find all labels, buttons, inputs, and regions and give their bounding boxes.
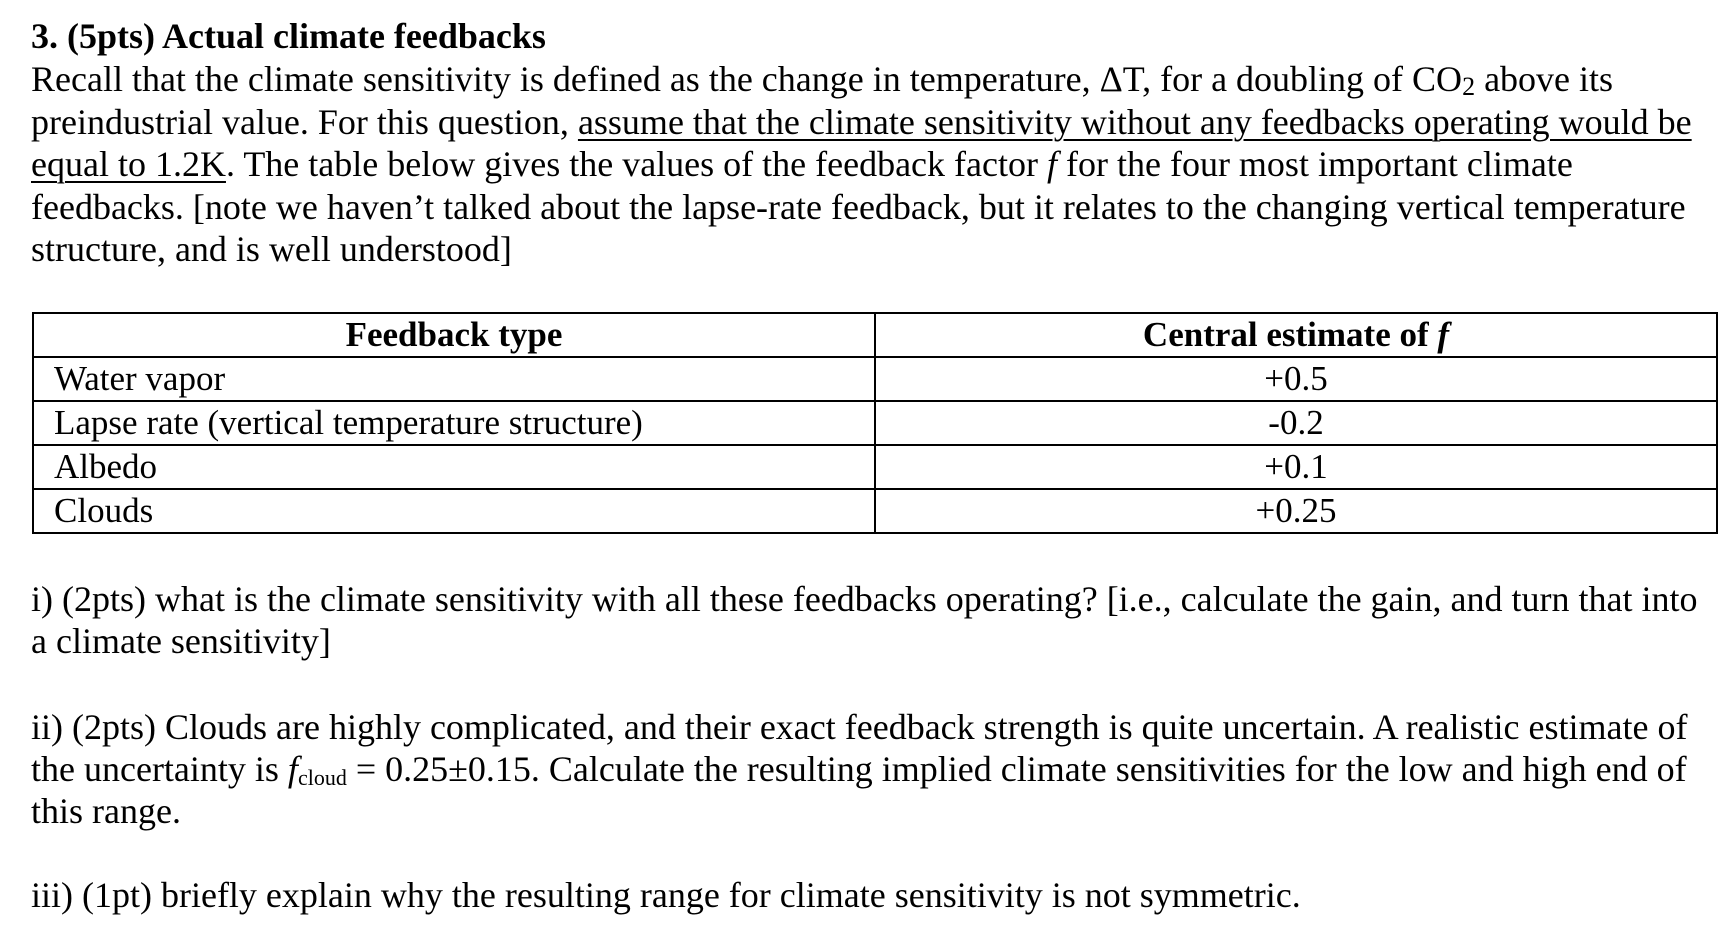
feedback-type-cell: Clouds [33, 489, 875, 533]
intro-text-3: . The table below gives the values of the feedback factor [225, 144, 1047, 184]
table-row [33, 445, 1717, 489]
co2-subscript: 2 [1462, 72, 1476, 101]
problem-heading: 3. (5pts) Actual climate feedbacks [31, 16, 546, 56]
header-feedback-type: Feedback type [33, 313, 875, 357]
underlined-assumption: assume that the climate sensitivity without any feedbacks operating would be equal to 1.2K [31, 101, 1692, 184]
table-row [33, 489, 1717, 533]
intro-text-1: Recall that the climate sensitivity is defined as the change in temperature, ΔT, for a doubling of CO [31, 59, 1463, 99]
f-cloud-symbol: f [287, 749, 298, 789]
table-row [33, 401, 1717, 445]
intro-text-4: for the four most important climate feedbacks. [note we haven’t talked about the lapse-rate feedback, but it relates to the changing vertical temperature structure, and is well understood] [31, 144, 1686, 269]
feedback-table [32, 312, 1718, 534]
feedback-value-cell: -0.2 [875, 401, 1717, 445]
feedback-factor-symbol: f [1046, 144, 1057, 184]
question-iii: iii) (1pt) briefly explain why the resulting range for climate sensitivity is not symmetric. [31, 875, 1301, 915]
question-ii [31, 706, 1721, 832]
problem-intro [31, 58, 1721, 271]
problem-section [31, 14, 1721, 271]
cloud-subscript: cloud [297, 765, 347, 790]
question-ii-text-1: ii) (2pts) Clouds are highly complicated, and their exact feedback strength is quite uncertain. A realistic estimate of the uncertainty is [31, 707, 1688, 789]
header-f-symbol: f [1437, 315, 1450, 354]
table-row [33, 357, 1717, 401]
feedback-value-cell: +0.25 [875, 489, 1717, 533]
feedback-value-cell: +0.5 [875, 357, 1717, 401]
feedback-value-cell: +0.1 [875, 445, 1717, 489]
intro-text-2: above its preindustrial value. For this question, [31, 59, 1614, 142]
feedback-type-cell: Albedo [33, 445, 875, 489]
table-header-row [33, 313, 1717, 357]
feedback-type-cell: Lapse rate (vertical temperature structure) [33, 401, 875, 445]
header-estimate-text: Central estimate of [1142, 315, 1438, 354]
question-ii-text-2: = 0.25±0.15. Calculate the resulting implied climate sensitivities for the low and high end of this range. [31, 749, 1687, 831]
header-central-estimate [875, 313, 1717, 357]
feedback-type-cell: Water vapor [33, 357, 875, 401]
question-i: i) (2pts) what is the climate sensitivity with all these feedbacks operating? [i.e., calculate the gain, and turn that into a climate sensitivity] [31, 579, 1698, 661]
